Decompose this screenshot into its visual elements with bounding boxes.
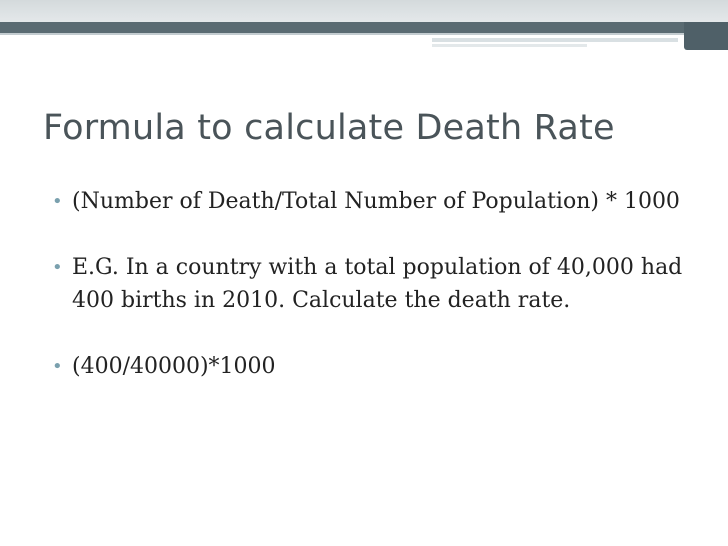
header-tab <box>684 22 728 50</box>
bullet-icon: • <box>52 191 63 212</box>
header-light-line <box>0 33 728 35</box>
bullet-text: (Number of Death/Total Number of Population) * 1000 <box>72 189 680 214</box>
bullet-text: E.G. In a country with a total population of 40,000 had 400 births in 2010. Calculate the death rate. <box>72 255 683 313</box>
header-dark-band <box>0 22 728 33</box>
bullet-item <box>52 251 692 317</box>
bullet-list <box>52 185 692 416</box>
header-stripe <box>432 38 678 42</box>
header-band <box>0 0 728 22</box>
bullet-icon: • <box>52 356 63 377</box>
header-stripe-short <box>432 44 587 47</box>
slide-title: Formula to calculate Death Rate <box>43 108 615 148</box>
bullet-icon: • <box>52 257 63 278</box>
bullet-text: (400/40000)*1000 <box>72 354 276 379</box>
bullet-item <box>52 185 692 218</box>
bullet-item <box>52 350 692 383</box>
